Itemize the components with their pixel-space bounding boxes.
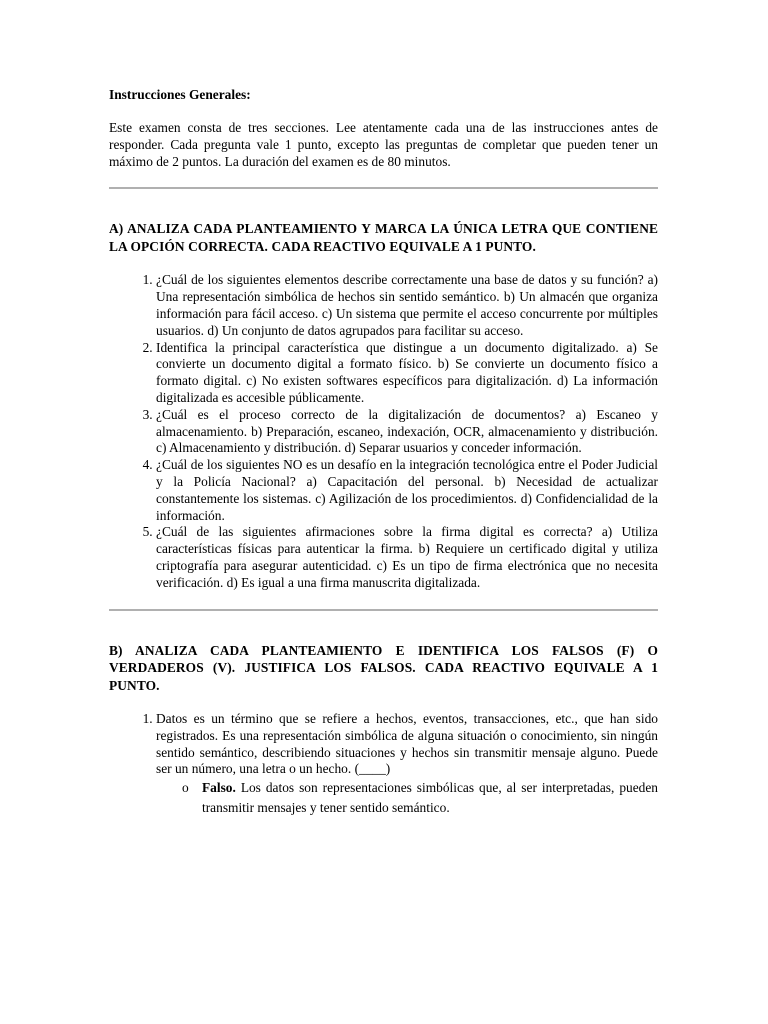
question-a5: 5. ¿Cuál de las siguientes afirmaciones sobre la firma digital es correcta? a) Utiliza características físicas para autenticar la firma. b) Requiere un certificado digital y utiliza criptografía para asegurar autenticidad. c) Es un tipo de firma electrónica que no necesita verificación. d) Es igual a una firma manuscrita digitalizada. (156, 524, 658, 591)
section-a-question-list (109, 272, 658, 591)
answer-label: Falso. (202, 780, 241, 796)
question-b1 (156, 711, 658, 818)
section-b-title: B) ANALIZA CADA PLANTEAMIENTO E IDENTIFICA LOS FALSOS (F) O VERDADEROS (V). JUSTIFICA LOS FALSOS. CADA REACTIVO EQUIVALE A 1 PUNTO. (109, 642, 658, 693)
answer-text: Los datos son representaciones simbólicas que, al ser interpretadas, pueden transmitir mensajes y tener sentido semántico. (202, 780, 658, 816)
exam-page (109, 86, 658, 818)
question-b1-text: Datos es un término que se refiere a hechos, eventos, transacciones, etc., que han sido registrados. Es una representación simbólica de alguna situación o conocimiento, sin ningún sentido semántico, describiendo situaciones y hechos sin transmitir mensaje alguno. Puede ser un número, una letra o un hecho. (____) (156, 711, 658, 777)
answer-item (202, 778, 658, 818)
question-a4: 4. ¿Cuál de los siguientes NO es un desafío en la integración tecnológica entre el Poder Judicial y la Policía Nacional? a) Capacitación del personal. b) Necesidad de actualizar constantemente los sistemas. c) Agilización de los procedimientos. d) Confidencialidad de la información. (156, 457, 658, 524)
question-a2: 2. Identifica la principal característica que distingue a un documento digitalizado. a) Se convierte un documento digital a formato físico. b) Se convierte un documento físico a formato digital. c) No existen softwares específicos para digitalización. d) La información digitalizada es accesible públicamente. (156, 340, 658, 407)
instructions-text: Este examen consta de tres secciones. Lee atentamente cada una de las instrucciones antes de responder. Cada pregunta vale 1 punto, excepto las preguntas de completar que pueden tener un máximo de 2 puntos. La duración del examen es de 80 minutos. (109, 120, 658, 169)
section-a-title: A) ANALIZA CADA PLANTEAMIENTO Y MARCA LA ÚNICA LETRA QUE CONTIENE LA OPCIÓN CORRECTA. CADA REACTIVO EQUIVALE A 1 PUNTO. (109, 221, 658, 254)
instructions-heading: Instrucciones Generales: (109, 87, 251, 102)
question-a3: 3. ¿Cuál es el proceso correcto de la digitalización de documentos? a) Escaneo y almacenamiento. b) Preparación, escaneo, indexación, OCR, almacenamiento y distribución. c) Almacenamiento y distribución. d) Separar usuarios y conceder información. (156, 407, 658, 457)
question-a1: 1. ¿Cuál de los siguientes elementos describe correctamente una base de datos y su función? a) Una representación simbólica de hechos sin sentido semántico. b) Un almacén que organiza información para fácil acceso. c) Un sistema que permite el acceso concurrente por múltiples usuarios. d) Un conjunto de datos agrupados para facilitar su acceso. (156, 272, 658, 339)
section-b-question-list (109, 711, 658, 818)
answer-list (156, 778, 658, 818)
